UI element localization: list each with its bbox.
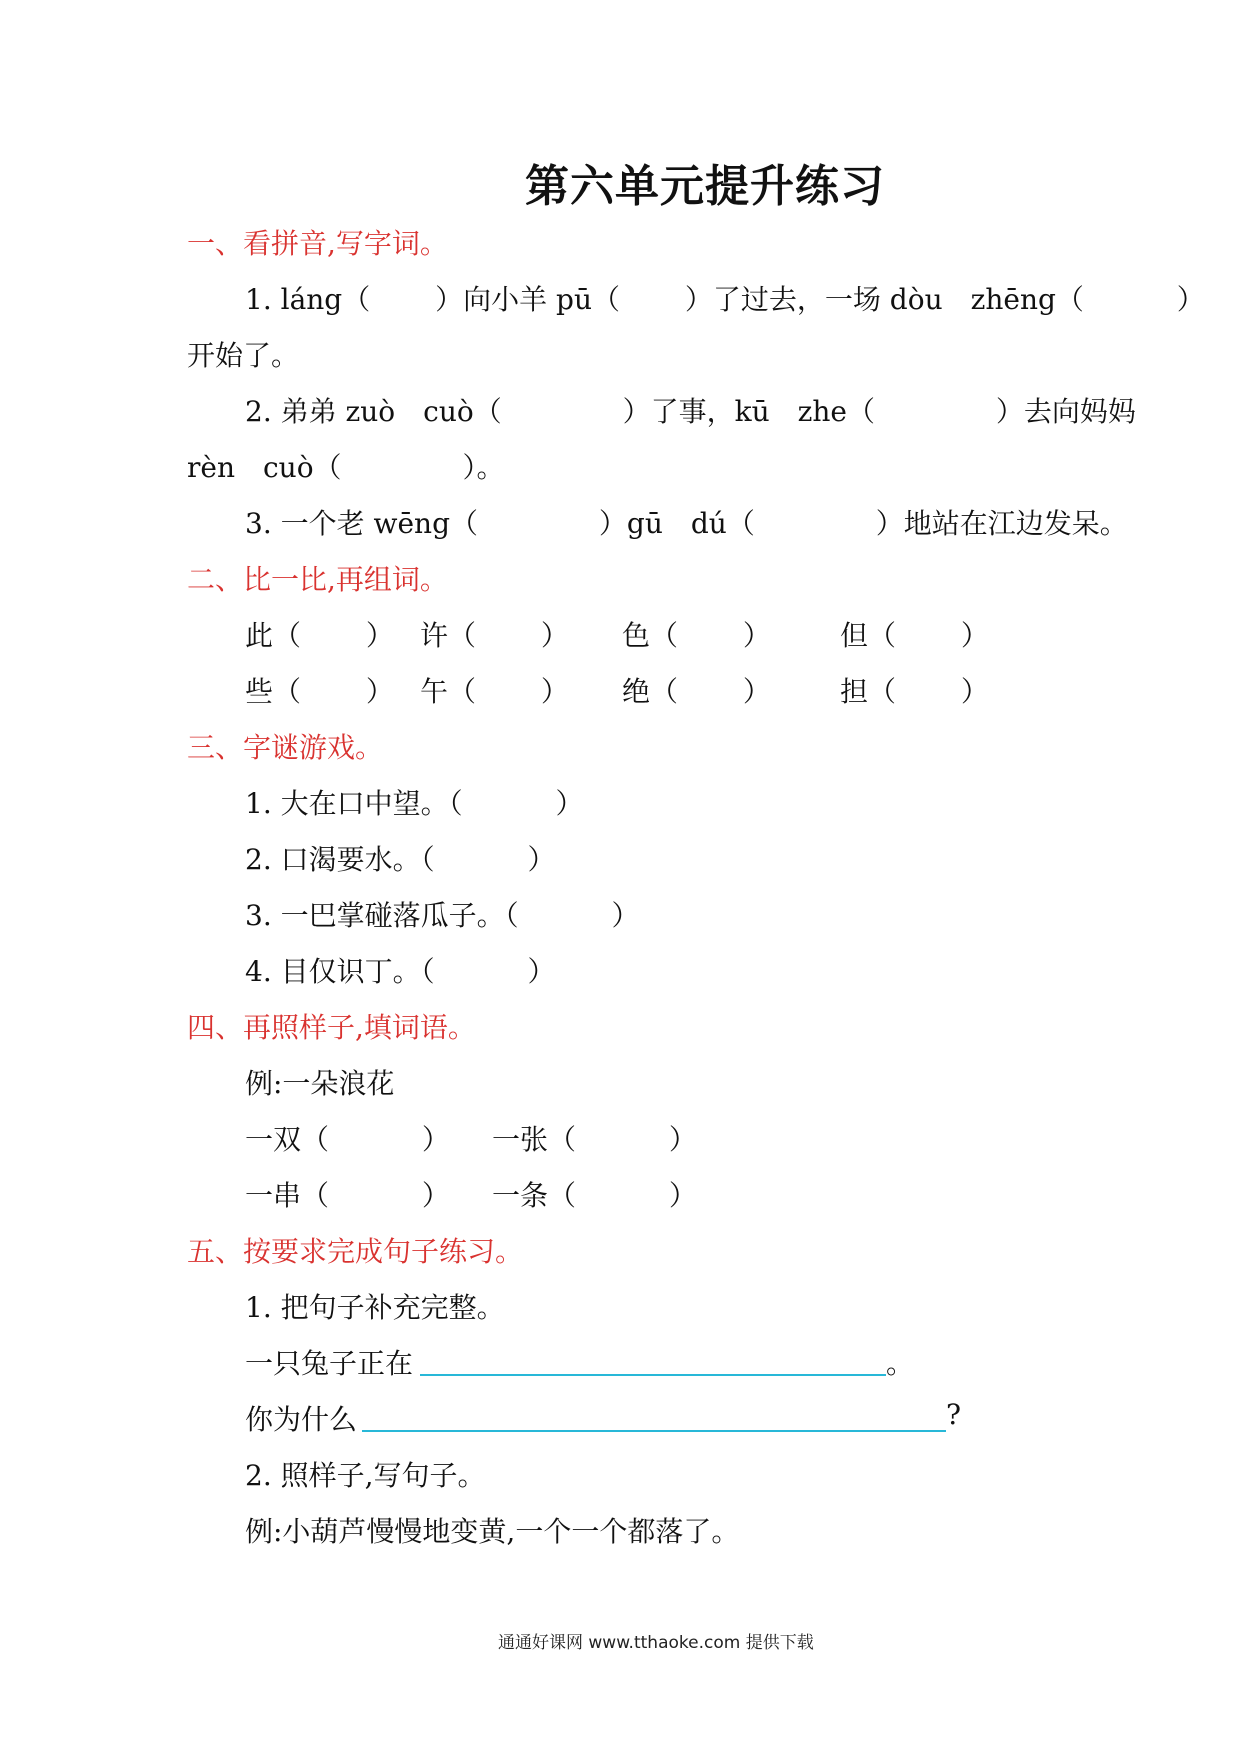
s2-row2-item: 绝（ ） xyxy=(622,675,771,708)
s5-fill-1-suffix: 。 xyxy=(886,1347,915,1380)
s2-row1-item: 色（ ） xyxy=(622,619,771,652)
s3-riddle: 3. 一巴掌碰落瓜子。（ ） xyxy=(245,899,640,932)
s4-example: 例:一朵浪花 xyxy=(245,1067,395,1100)
s4-row2-item: 一串（ ） xyxy=(245,1179,450,1212)
s2-row2-item: 担（ ） xyxy=(840,675,989,708)
s2-row1-item: 许（ ） xyxy=(420,619,569,652)
s5-subheading-2: 2. 照样子,写句子。 xyxy=(245,1459,486,1492)
s5-fill-2-prefix: 你为什么 xyxy=(245,1403,358,1436)
section-4-heading: 四、再照样子,填词语。 xyxy=(187,1011,476,1044)
section-3-heading: 三、字谜游戏。 xyxy=(187,731,384,764)
s2-row1-item: 此（ ） xyxy=(245,619,394,652)
s2-row2-item: 午（ ） xyxy=(420,675,569,708)
s5-subheading-1: 1. 把句子补充完整。 xyxy=(245,1291,505,1324)
s2-row2-item: 些（ ） xyxy=(245,675,394,708)
s1-question-1-line-2: 开始了。 xyxy=(187,339,300,372)
footer-credit: 通通好课网 www.tthaoke.com 提供下载 xyxy=(498,1633,814,1653)
s1-question-2-line-1: 2. 弟弟 zuò cuò（ ）了事，kū zhe（ ）去向妈妈 xyxy=(245,395,1136,428)
s3-riddle: 1. 大在口中望。（ ） xyxy=(245,787,584,820)
s4-row2-item: 一条（ ） xyxy=(492,1179,697,1212)
s5-fill-2-suffix: ? xyxy=(946,1398,962,1431)
s2-row1-item: 但（ ） xyxy=(840,619,989,652)
s3-riddle: 4. 目仅识丁。（ ） xyxy=(245,955,556,988)
page-title: 第六单元提升练习 xyxy=(525,161,885,212)
section-2-heading: 二、比一比,再组词。 xyxy=(187,563,448,596)
s3-riddle: 2. 口渴要水。（ ） xyxy=(245,843,556,876)
s4-row1-item: 一双（ ） xyxy=(245,1123,450,1156)
s5-fill-2-answer-line[interactable] xyxy=(362,1430,946,1432)
s1-question-3: 3. 一个老 wēng（ ）gū dú（ ）地站在江边发呆。 xyxy=(245,507,1128,540)
s5-fill-1-prefix: 一只兔子正在 xyxy=(245,1347,414,1380)
section-1-heading: 一、看拼音,写字词。 xyxy=(187,227,448,260)
s5-fill-1-answer-line[interactable] xyxy=(420,1374,886,1376)
s1-question-1-line-1: 1. láng（ ）向小羊 pū（ ）了过去，一场 dòu zhēng（ ） xyxy=(245,283,1205,316)
s1-question-2-line-2: rèn cuò（ ）。 xyxy=(187,451,505,484)
s4-row1-item: 一张（ ） xyxy=(492,1123,697,1156)
s5-example: 例:小葫芦慢慢地变黄,一个一个都落了。 xyxy=(245,1515,740,1548)
section-5-heading: 五、按要求完成句子练习。 xyxy=(187,1235,524,1268)
